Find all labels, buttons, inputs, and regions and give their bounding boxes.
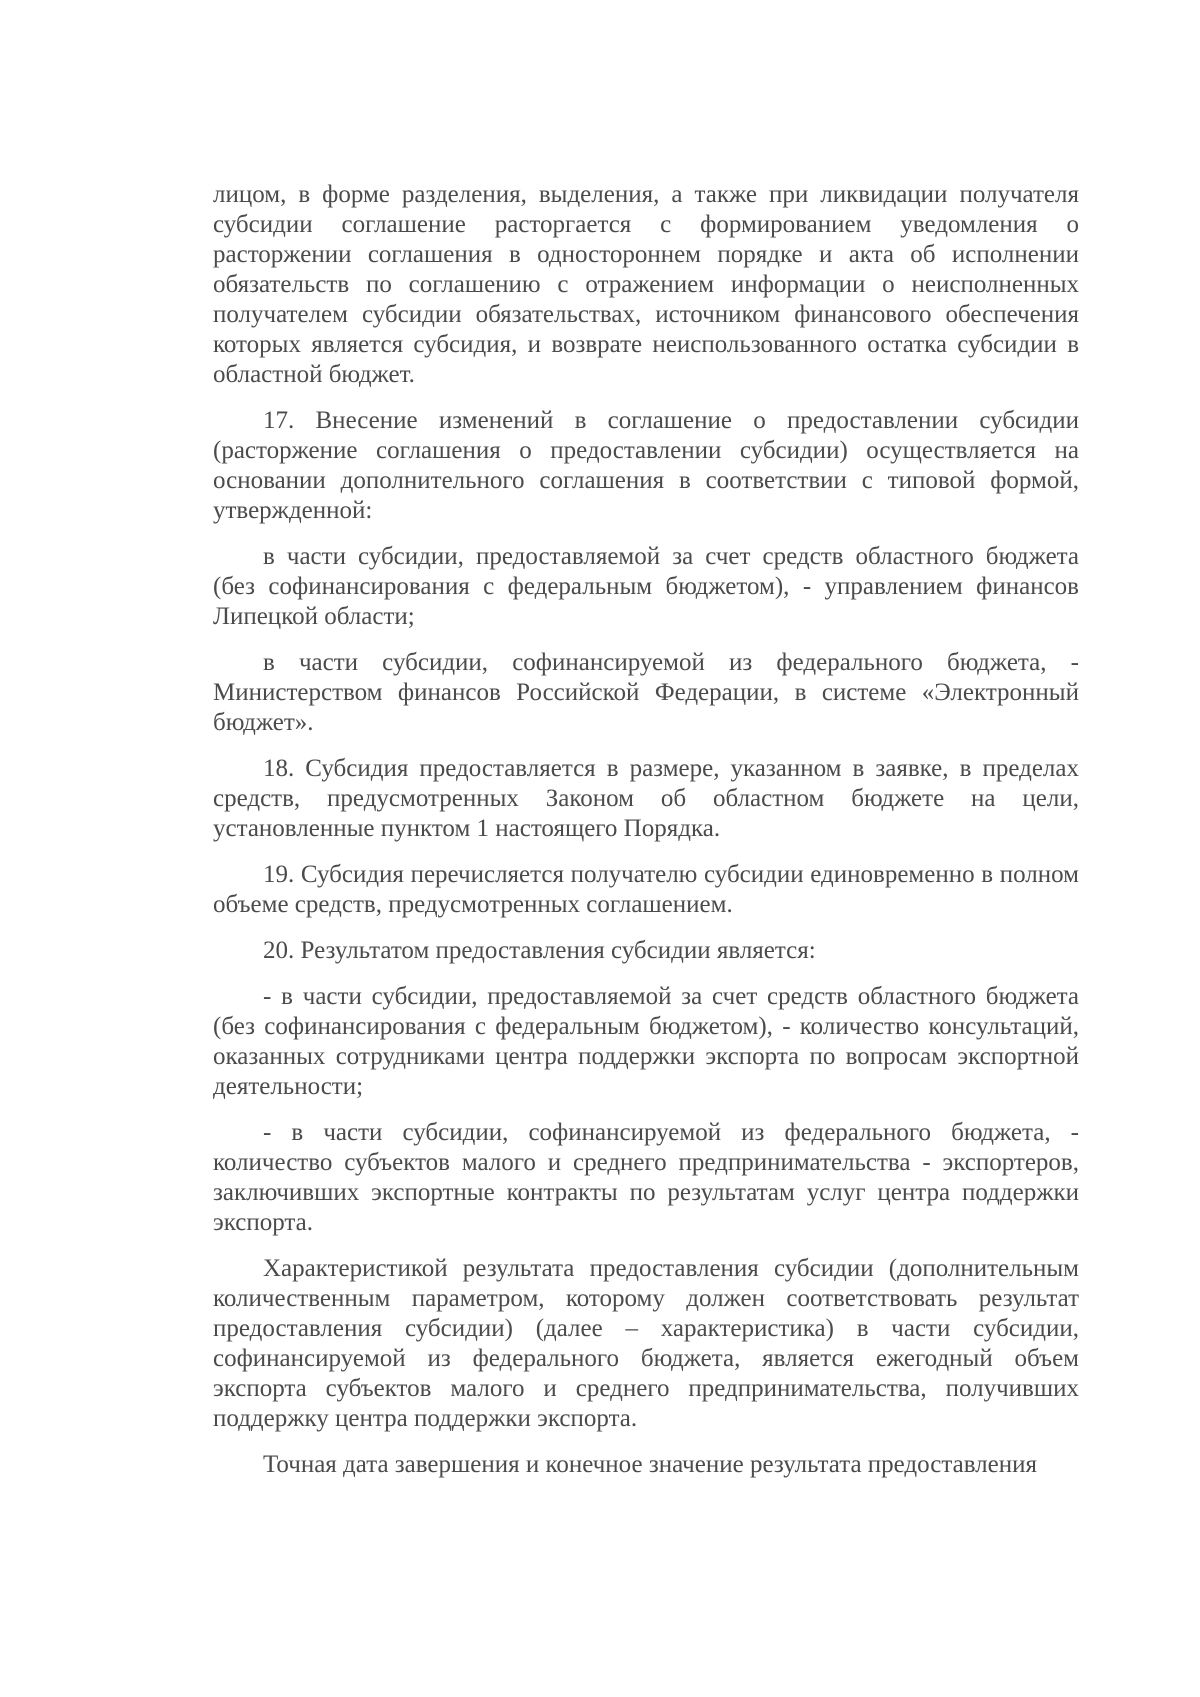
paragraph-result-federal: - в части субсидии, софинансируемой из федерального бюджета, - количество субъектов малого и среднего предпринимательства - экспортеров, заключивших экспортные контракты по результатам услуг центра поддержки экспорта. xyxy=(213,1119,1079,1236)
paragraph-item-20: 20. Результатом предоставления субсидии является: xyxy=(263,937,816,964)
paragraph-continuation: лицом, в форме разделения, выделения, а также при ликвидации получателя субсидии соглашение расторгается с формированием уведомления о расторжении соглашения в одностороннем порядке и акта об исполнении обязательств по соглашению с отражением информации о неисполненных получателем субсидии обязательствах, источником финансового обеспечения которых является субсидия, и возврате неиспользованного остатка субсидии в областной бюджет. xyxy=(213,181,1079,388)
document-body xyxy=(213,180,1079,1480)
paragraph-regional-budget-part: в части субсидии, предоставляемой за счет средств областного бюджета (без софинансирования с федеральным бюджетом), - управлением финансов Липецкой области; xyxy=(213,543,1079,630)
paragraph-item-19: 19. Субсидия перечисляется получателю субсидии единовременно в полном объеме средств, предусмотренных соглашением. xyxy=(213,861,1079,918)
paragraph-item-17: 17. Внесение изменений в соглашение о предоставлении субсидии (расторжение соглашения о предоставлении субсидии) осуществляется на основании дополнительного соглашения в соответствии с типовой формой, утвержденной: xyxy=(213,407,1079,524)
paragraph-result-regional: - в части субсидии, предоставляемой за счет средств областного бюджета (без софинансирования с федеральным бюджетом), - количество консультаций, оказанных сотрудниками центра поддержки экспорта по вопросам экспортной деятельности; xyxy=(213,983,1079,1100)
paragraph-characteristic: Характеристикой результата предоставления субсидии (дополнительным количественным параметром, которому должен соответствовать результат предоставления субсидии) (далее – характеристика) в части субсидии, софинансируемой из федерального бюджета, является ежегодный объем экспорта субъектов малого и среднего предпринимательства, получивших поддержку центра поддержки экспорта. xyxy=(213,1255,1079,1432)
paragraph-item-18: 18. Субсидия предоставляется в размере, указанном в заявке, в пределах средств, предусмотренных Законом об областном бюджете на цели, установленные пунктом 1 настоящего Порядка. xyxy=(213,755,1079,842)
paragraph-federal-budget-part: в части субсидии, софинансируемой из федерального бюджета, - Министерством финансов Российской Федерации, в системе «Электронный бюджет». xyxy=(213,649,1079,736)
paragraph-exact-date: Точная дата завершения и конечное значение результата предоставления xyxy=(263,1451,1037,1478)
